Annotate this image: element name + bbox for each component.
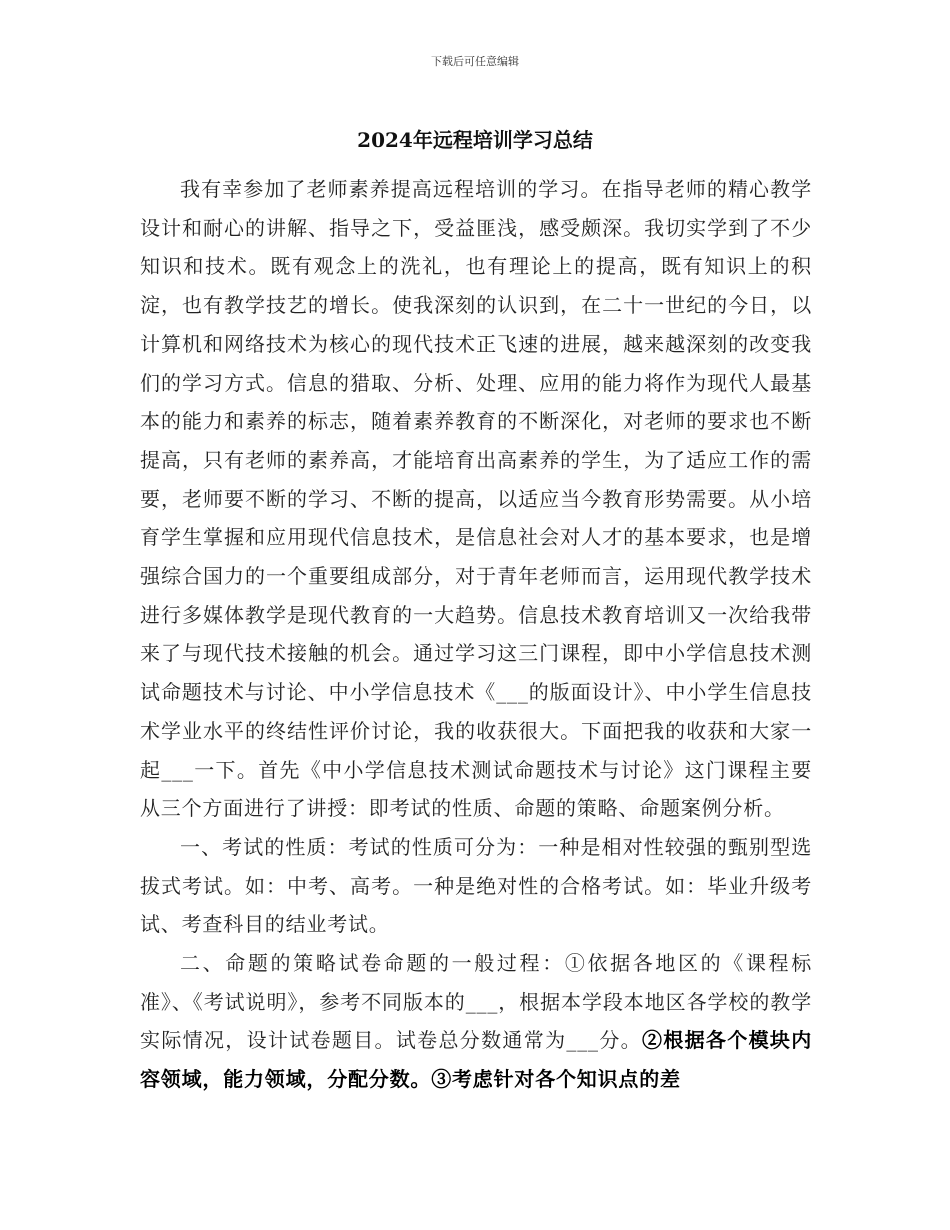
document-body [140,170,812,1099]
paragraph-bold-text: ②根据各个模块内容领域，能力领域，分配分数。③考虑针对各个知识点的差 [140,1028,813,1092]
page-title: 2024年远程培训学习总结 [357,128,593,152]
paragraph: 一、考试的性质：考试的性质可分为：一种是相对性较强的甄别型选拔式考试。如：中考、高考。一种是绝对性的合格考试。如：毕业升级考试、考查科目的结业考试。 [140,834,812,937]
paragraph-text: 二、命题的策略试卷命题的一般过程：①依据各地区的《课程标准》、《考试说明》，参考不同版本的___，根据本学段本地区各学校的教学实际情况，设计试卷题目。试卷总分数通常为___分。 [140,951,812,1053]
paragraph: 我有幸参加了老师素养提高远程培训的学习。在指导老师的精心教学设计和耐心的讲解、指导之下，受益匪浅，感受颇深。我切实学到了不少知识和技术。既有观念上的洗礼，也有理论上的提高，既有知识上的积淀，也有教学技艺的增长。使我深刻的认识到，在二十一世纪的今日，以计算机和网络技术为核心的现代技术正飞速的进展，越来越深刻的改变我们的学习方式。信息的猎取、分析、处理、应用的能力将作为现代人最基本的能力和素养的标志，随着素养教育的不断深化，对老师的要求也不断提高，只有老师的素养高，才能培育出高素养的学生，为了适应工作的需要，老师要不断的学习、不断的提高，以适应当今教育形势需要。从小培育学生掌握和应用现代信息技术，是信息社会对人才的基本要求，也是增强综合国力的一个重要组成部分，对于青年老师而言，运用现代教学技术进行多媒体教学是现代教育的一大趋势。信息技术教育培训又一次给我带来了与现代技术接触的机会。通过学习这三门课程，即中小学信息技术测试命题技术与讨论、中小学信息技术《___的版面设计》、中小学生信息技术学业水平的终结性评价讨论，我的收获很大。下面把我的收获和大家一起___一下。首先《中小学信息技术测试命题技术与讨论》这门课程主要从三个方面进行了讲授：即考试的性质、命题的策略、命题案例分析。 [140,177,812,821]
paragraph [140,944,812,1099]
header-note: 下载后可任意编辑 [431,55,519,68]
